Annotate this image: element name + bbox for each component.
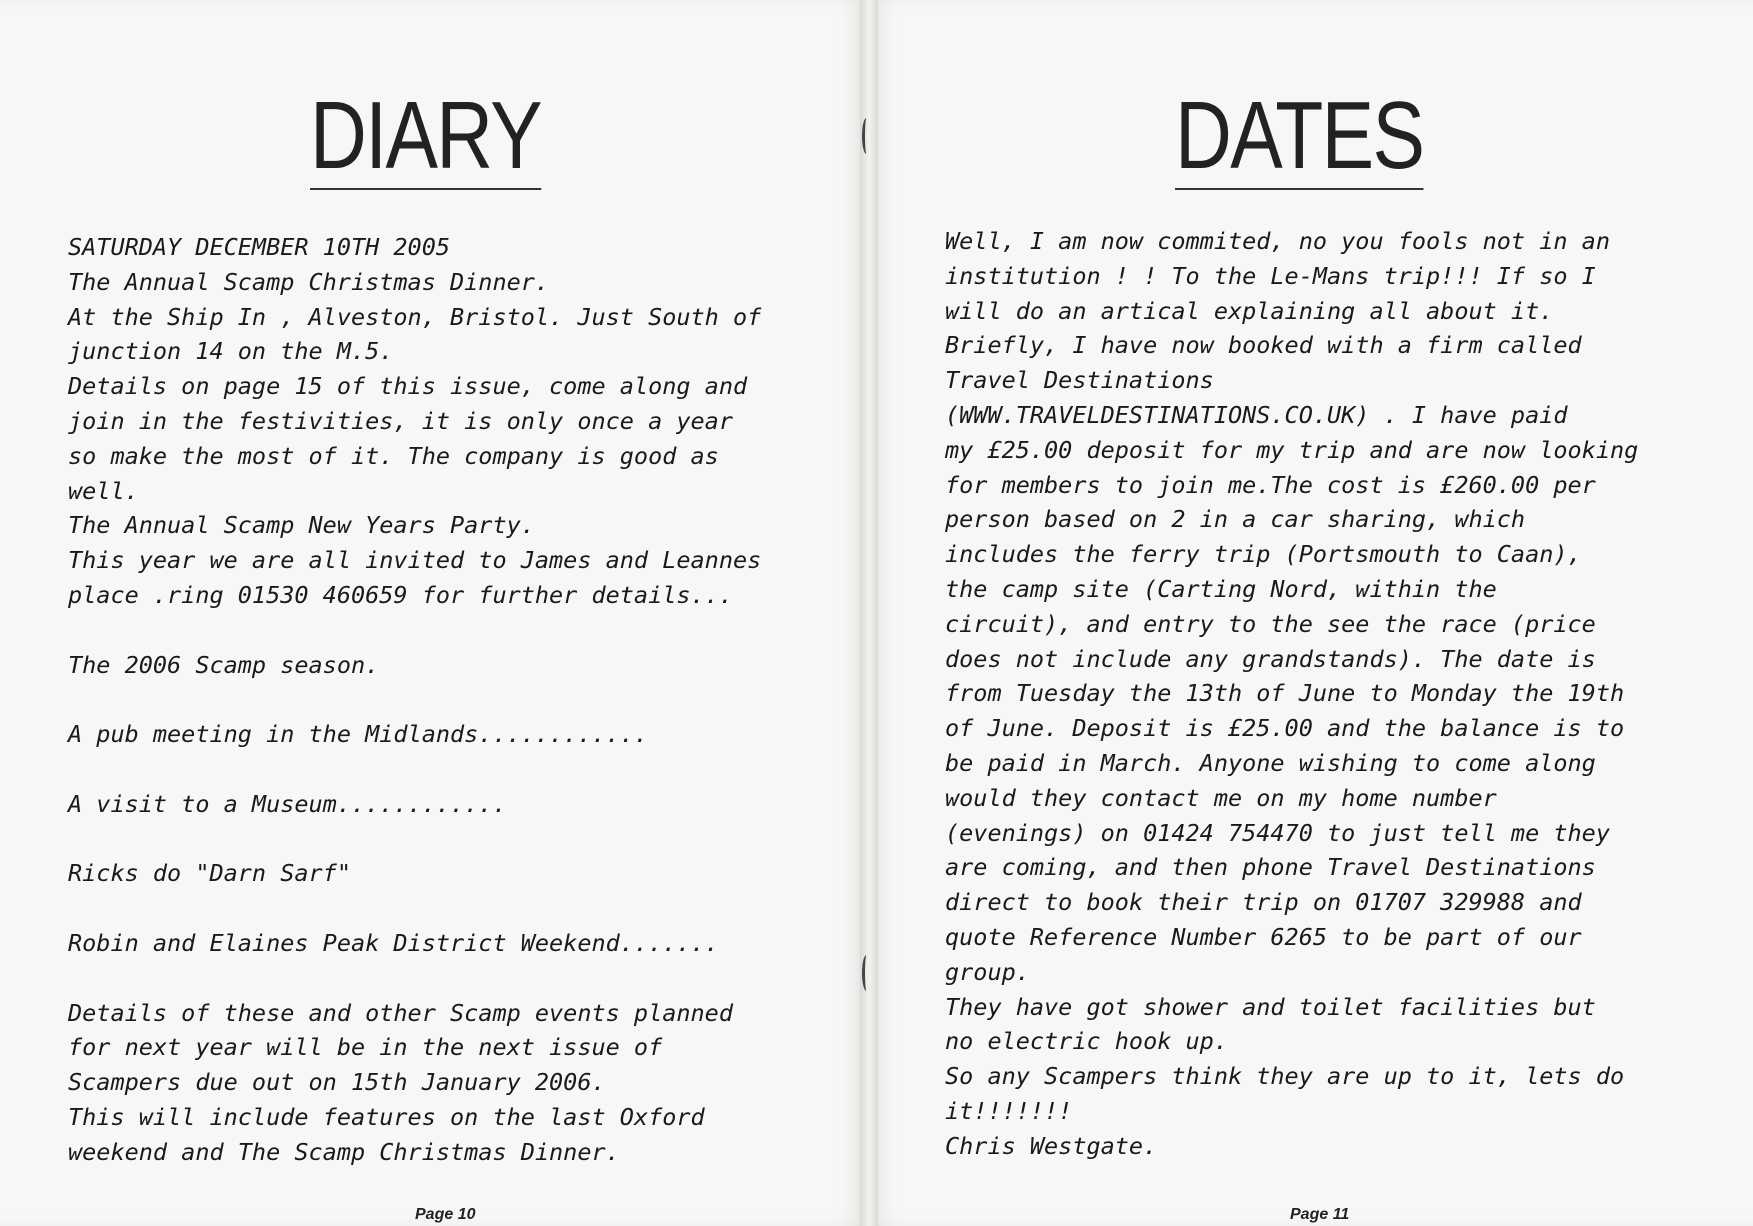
dates-line: Briefly, I have now booked with a firm called — [945, 331, 1582, 360]
diary-line — [68, 752, 761, 787]
left-page — [0, 0, 868, 1226]
diary-line — [68, 891, 761, 926]
dates-line: it!!!!!!! — [945, 1096, 1073, 1125]
dates-line: Chris Westgate. — [945, 1131, 1158, 1160]
dates-line: includes the ferry trip (Portsmouth to Caan), — [945, 540, 1582, 569]
diary-line: SATURDAY DECEMBER 10TH 2005 — [68, 233, 451, 261]
diary-line: This will include features on the last Oxford — [68, 1102, 705, 1131]
dates-line: So any Scampers think they are up to it, lets do — [945, 1062, 1625, 1091]
diary-line: The Annual Scamp New Years Party. — [68, 511, 535, 540]
dates-line: direct to book their trip on 01707 329988 and — [945, 888, 1582, 917]
diary-line: A visit to a Museum............ — [68, 789, 507, 818]
diary-line — [68, 613, 761, 648]
diary-line: for next year will be in the next issue of — [68, 1033, 663, 1062]
diary-line: Ricks do "Darn Sarf" — [68, 859, 351, 888]
dates-line: of June. Deposit is £25.00 and the balance is to — [945, 714, 1625, 743]
dates-line: does not include any grandstands). The date is — [945, 644, 1596, 673]
diary-line: Scampers due out on 15th January 2006. — [68, 1068, 606, 1097]
dates-line: for members to join me.The cost is £260.00 per — [945, 470, 1596, 499]
book-gutter — [860, 0, 878, 1226]
dates-line: (WWW.TRAVELDESTINATIONS.CO.UK) . I have paid — [945, 400, 1568, 429]
diary-line: so make the most of it. The company is good as — [68, 441, 719, 470]
diary-line: junction 14 on the M.5. — [68, 337, 394, 366]
diary-line: The 2006 Scamp season. — [68, 650, 380, 679]
diary-line: At the Ship In , Alveston, Bristol. Just South of — [68, 302, 762, 331]
diary-line: place .ring 01530 460659 for further details... — [68, 580, 733, 609]
diary-line: weekend and The Scamp Christmas Dinner. — [68, 1137, 620, 1166]
diary-line: A pub meeting in the Midlands............ — [68, 720, 649, 749]
diary-line: join in the festivities, it is only once a year — [68, 406, 733, 435]
diary-line: Details on page 15 of this issue, come along and — [68, 372, 748, 401]
dates-heading: DATES — [1175, 82, 1424, 189]
dates-line: circuit), and entry to the see the race (price — [945, 609, 1596, 638]
staple-bottom — [862, 955, 871, 991]
page-number-left: Page 10 — [415, 1206, 476, 1223]
diary-line: The Annual Scamp Christmas Dinner. — [68, 267, 550, 296]
page-number-right: Page 11 — [1290, 1206, 1350, 1223]
diary-line: Details of these and other Scamp events planned — [68, 998, 733, 1027]
dates-line: group. — [945, 957, 1030, 986]
diary-body — [68, 230, 761, 1170]
dates-line: from Tuesday the 13th of June to Monday the 19th — [945, 679, 1625, 708]
dates-line: be paid in March. Anyone wishing to come along — [945, 748, 1596, 777]
diary-line — [68, 822, 761, 857]
dates-line: institution ! ! To the Le-Mans trip!!! If so I — [945, 261, 1596, 290]
dates-line: will do an artical explaining all about it. — [945, 296, 1554, 325]
dates-line: (evenings) on 01424 754470 to just tell me they — [945, 818, 1610, 847]
dates-line: my £25.00 deposit for my trip and are now looking — [945, 435, 1639, 464]
dates-line: Travel Destinations — [945, 366, 1214, 395]
dates-line: the camp site (Carting Nord, within the — [945, 574, 1497, 603]
dates-line: quote Reference Number 6265 to be part of our — [945, 922, 1582, 951]
diary-line — [68, 961, 761, 996]
diary-line: Robin and Elaines Peak District Weekend....... — [68, 928, 719, 957]
dates-line: They have got shower and toilet facilities but — [945, 992, 1596, 1021]
dates-line: Well, I am now commited, no you fools not in an — [945, 227, 1610, 255]
right-page — [868, 0, 1753, 1226]
dates-body — [945, 224, 1638, 1164]
dates-line: are coming, and then phone Travel Destinations — [945, 853, 1596, 882]
dates-line: no electric hook up. — [945, 1027, 1228, 1056]
diary-line: well. — [68, 476, 139, 505]
diary-heading: DIARY — [310, 82, 541, 189]
diary-line — [68, 682, 761, 717]
staple-top — [862, 118, 871, 154]
diary-line: This year we are all invited to James and Leannes — [68, 546, 762, 575]
dates-line: person based on 2 in a car sharing, which — [945, 505, 1526, 534]
dates-line: would they contact me on my home number — [945, 783, 1497, 812]
